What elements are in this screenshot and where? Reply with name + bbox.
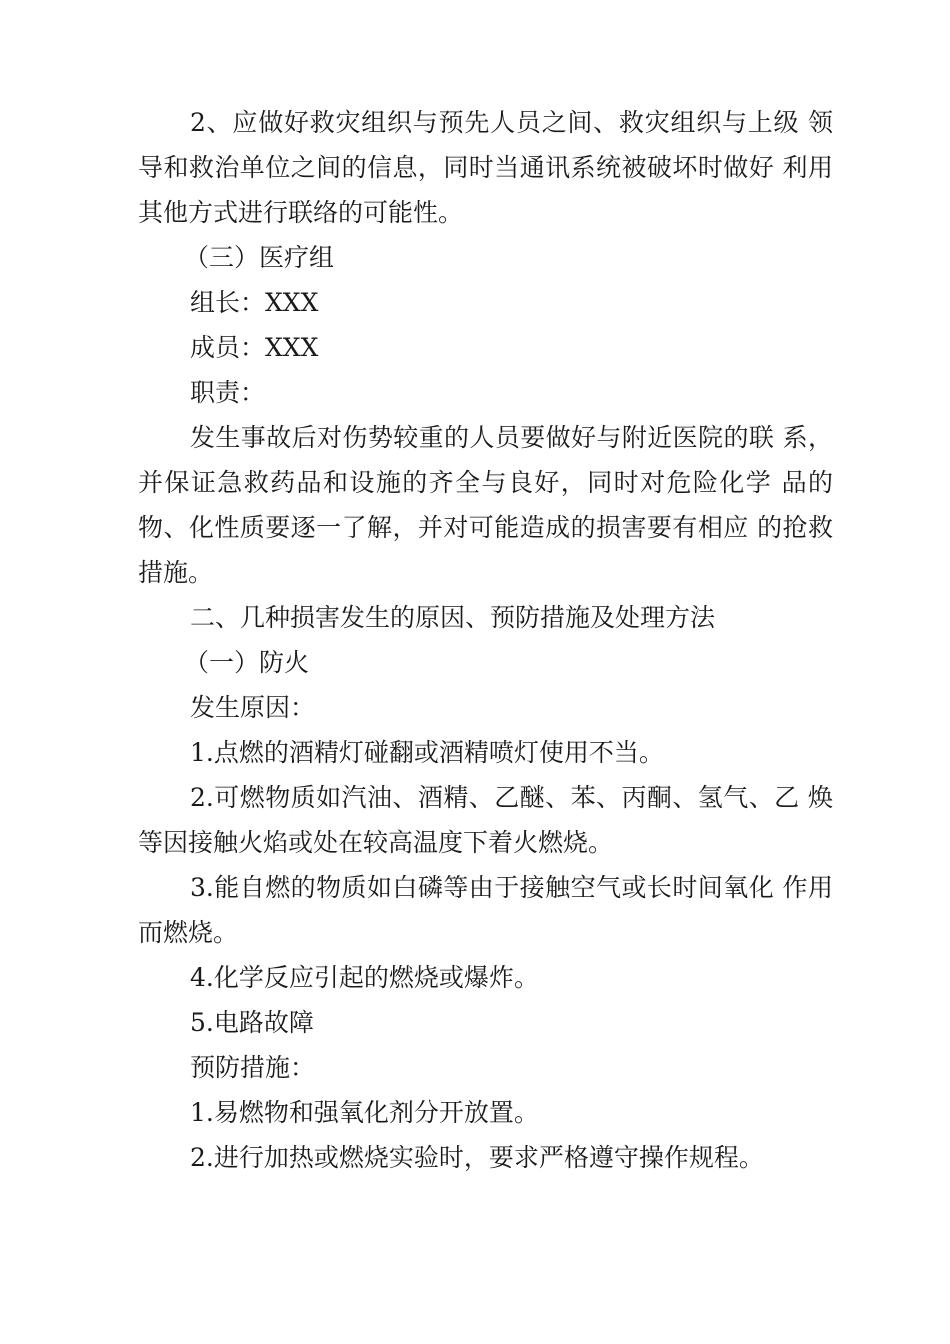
- prevention-label: 预防措施：: [190, 1053, 316, 1082]
- cause-item-2: 2.可燃物质如汽油、酒精、乙醚、苯、丙酮、氢气、乙 焕等因接触火焰或处在较高温度下着火燃烧。: [138, 783, 833, 857]
- paragraph-communication-duty: 2、应做好救灾组织与预先人员之间、救灾组织与上级 领导和救治单位之间的信息，同时当通讯系统被破坏时做好 利用其他方式进行联络的可能性。: [138, 108, 833, 227]
- cause-item-1: 1.点燃的酒精灯碰翻或酒精喷灯使用不当。: [190, 738, 664, 767]
- document-body: [138, 100, 833, 1180]
- cause-item-5: 5.电路故障: [190, 1008, 314, 1037]
- heading-medical-group: （三）医疗组: [184, 243, 335, 272]
- medical-group-duties-label: 职责：: [190, 378, 266, 407]
- medical-group-leader: 组长：XXX: [190, 288, 319, 317]
- paragraph-medical-duties: 发生事故后对伤势较重的人员要做好与附近医院的联 系，并保证急救药品和设施的齐全与良好，同时对危险化学 品的物、化性质要逐一了解，并对可能造成的损害要有相应 的抢救措施。: [138, 423, 833, 587]
- cause-item-4: 4.化学反应引起的燃烧或爆炸。: [190, 963, 539, 992]
- prevention-item-2: 2.进行加热或燃烧实验时，要求严格遵守操作规程。: [190, 1143, 764, 1172]
- causes-label: 发生原因：: [190, 693, 316, 722]
- cause-item-3: 3.能自燃的物质如白磷等由于接触空气或长时间氧化 作用而燃烧。: [138, 873, 833, 947]
- heading-section-two: 二、几种损害发生的原因、预防措施及处理方法: [190, 603, 716, 632]
- prevention-item-1: 1.易燃物和强氧化剂分开放置。: [190, 1098, 539, 1127]
- medical-group-members: 成员：XXX: [190, 333, 319, 362]
- heading-fire-prevention: （一）防火: [184, 648, 310, 677]
